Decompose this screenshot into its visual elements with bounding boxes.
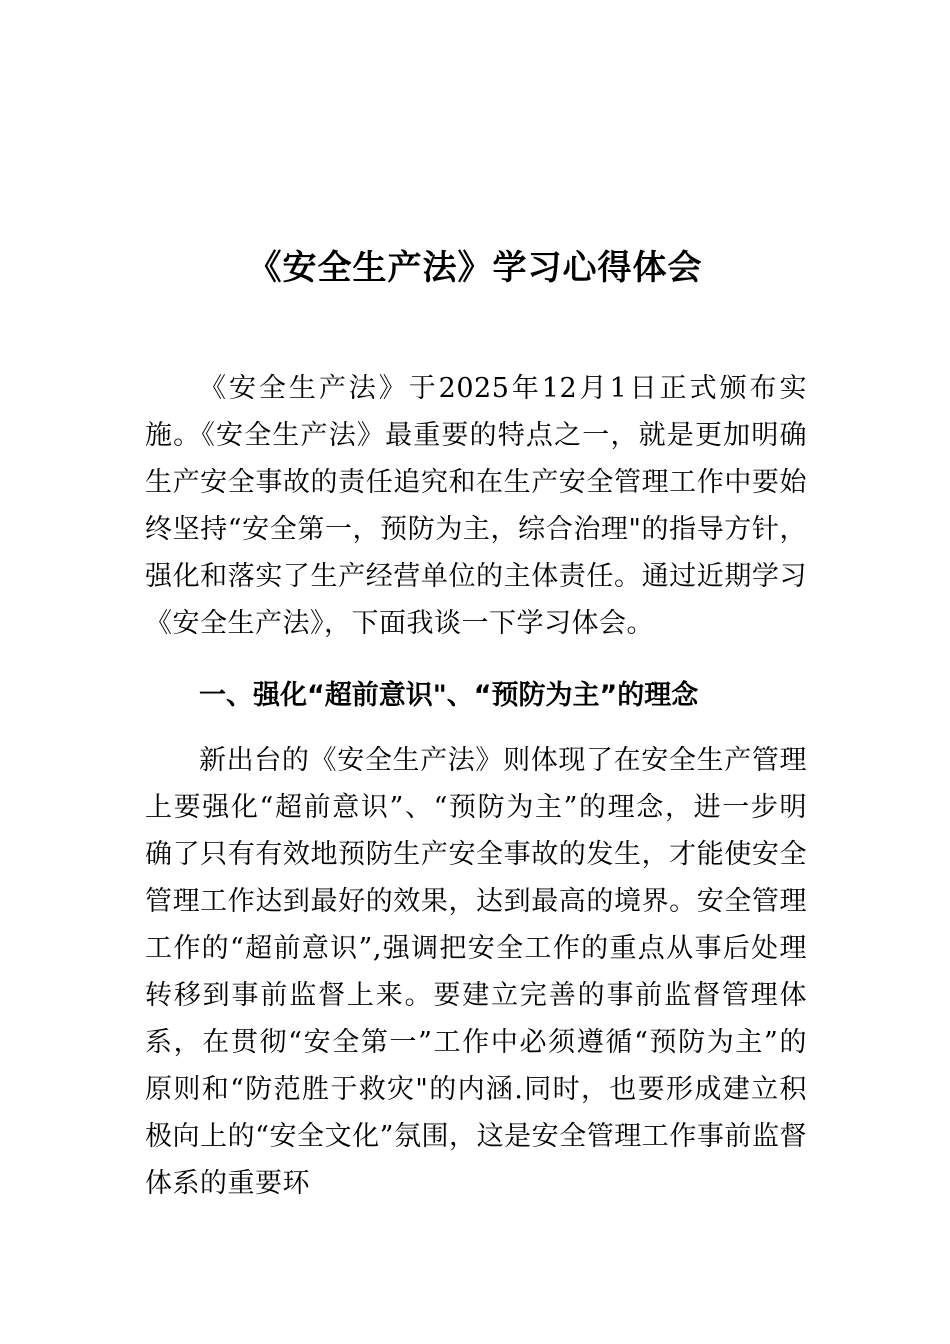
body-paragraph: 新出台的《安全生产法》则体现了在安全生产管理上要强化“超前意识”、“预防为主”的理念，进一步明确了只有有效地预防生产安全事故的发生，才能使安全管理工作达到最好的效果，达到最高的境界。安全管理工作的“超前意识”,强调把安全工作的重点从事后处理转移到事前监督上来。要建立完善的事前监督管理体系，在贯彻“安全第一”工作中必须遵循“预防为主”的原则和“防范胜于救灾"的内涵.同时，也要形成建立积极向上的“安全文化”氛围，这是安全管理工作事前监督体系的重要环	[145, 745, 807, 1199]
section-heading: 一、强化“超前意识"、“预防为主”的理念	[199, 680, 699, 711]
intro-paragraph: 《安全生产法》于2025年12月1日正式颁布实施。《安全生产法》最重要的特点之一，就是更加明确生产安全事故的责任追究和在生产安全管理工作中要始终坚持“安全第一，预防为主，综合治理"的指导方针，强化和落实了生产经营单位的主体责任。通过近期学习《安全生产法》，下面我谈一下学习体会。	[145, 373, 807, 639]
document-title: 《安全生产法》学习心得体会	[247, 248, 703, 288]
